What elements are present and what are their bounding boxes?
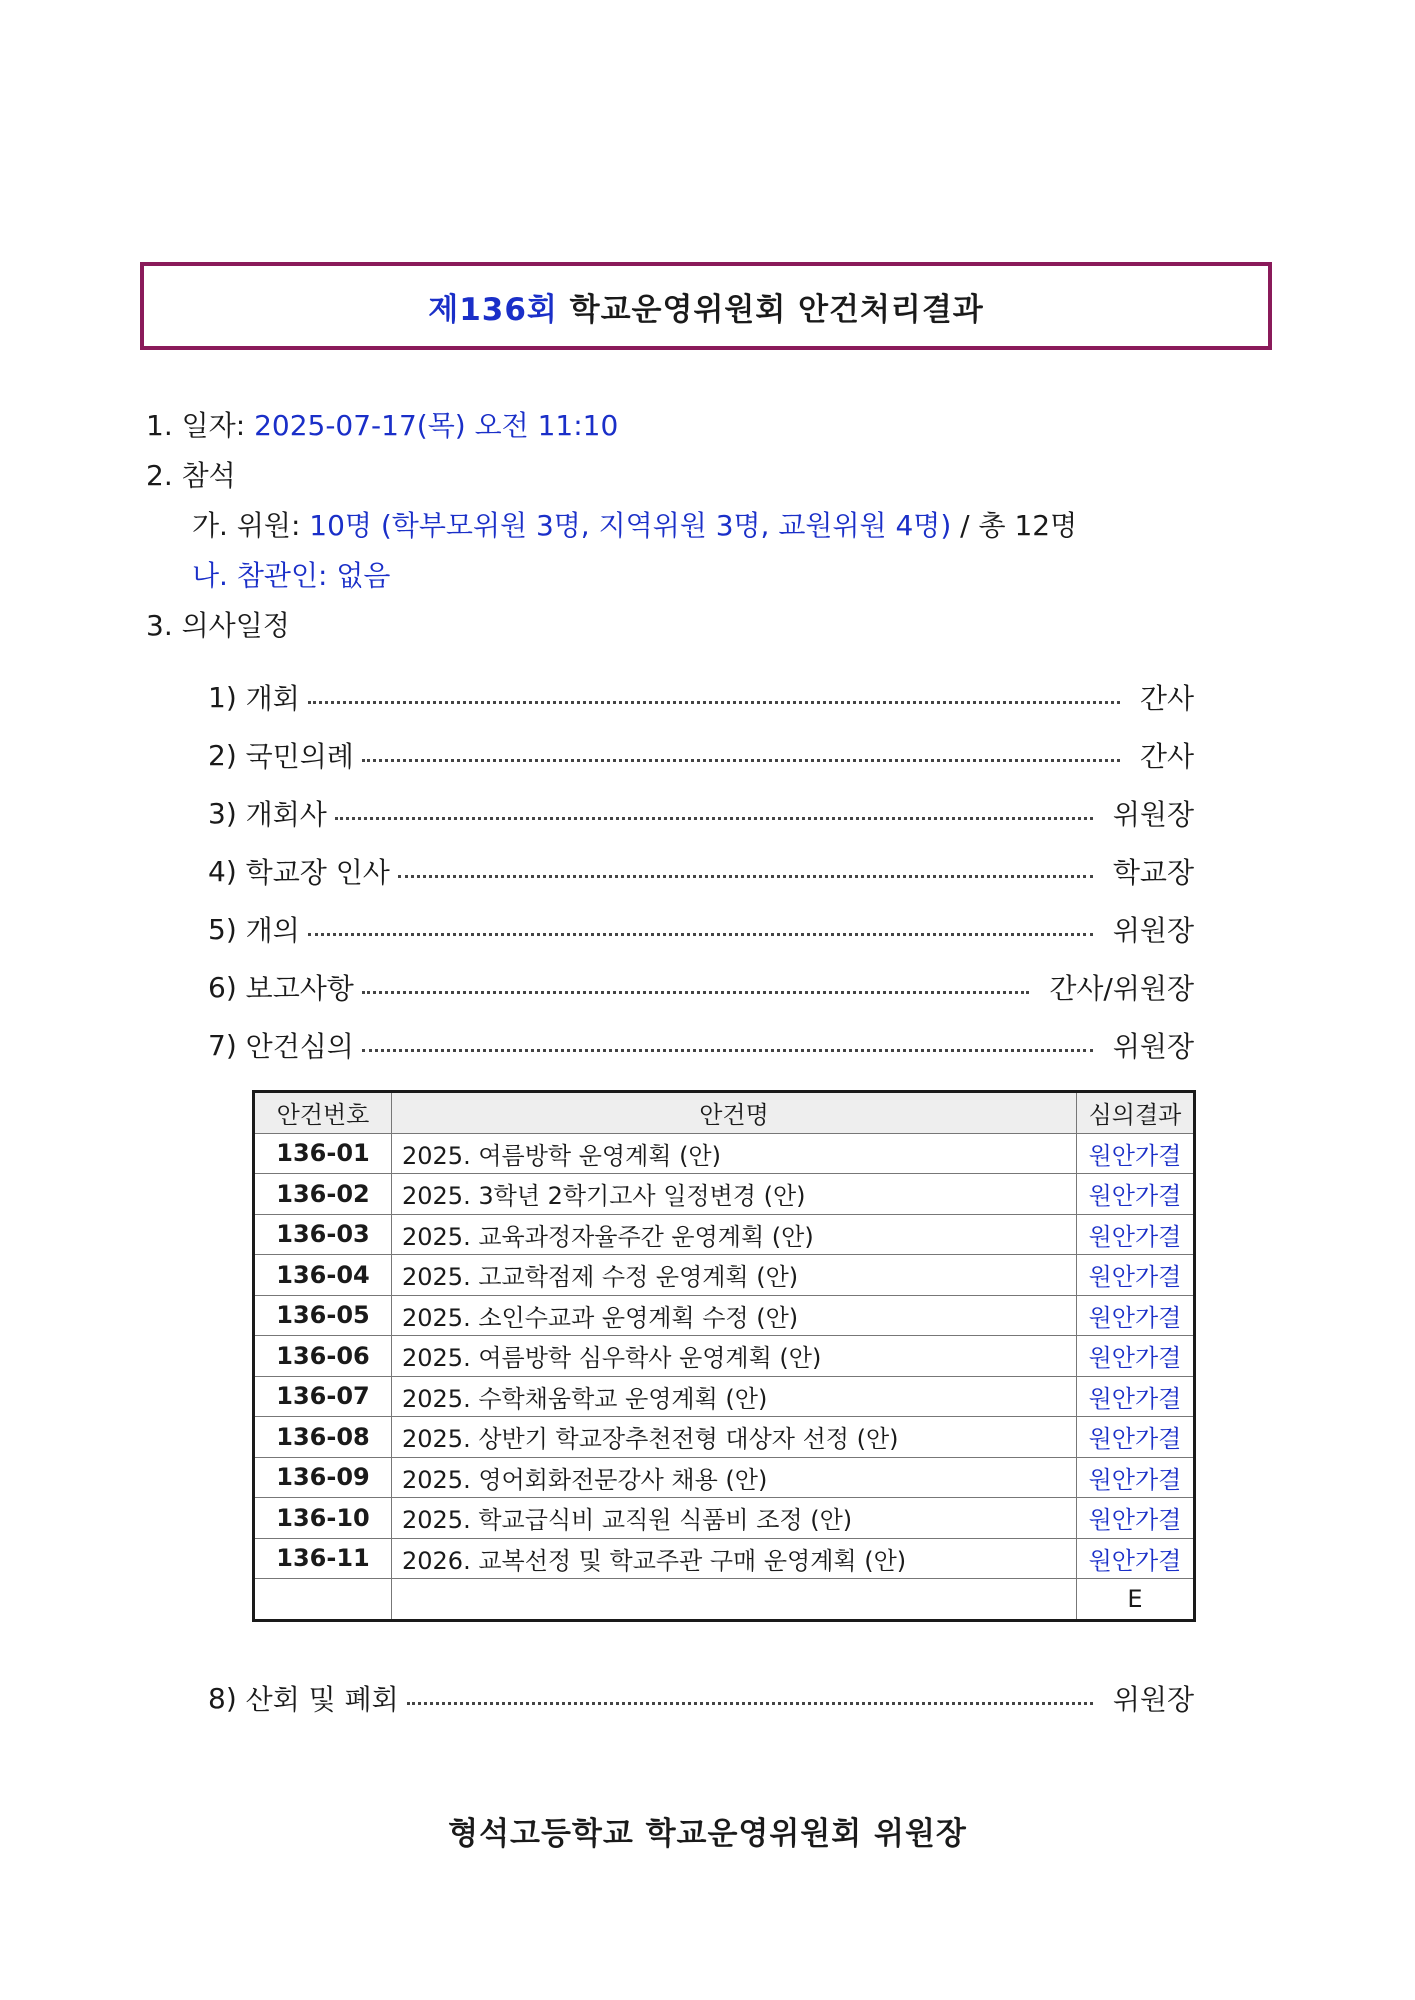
agenda-item — [208, 851, 1194, 891]
agenda-item — [208, 735, 1194, 775]
agenda-name: 2025. 여름방학 운영계획 (안) — [392, 1133, 1077, 1174]
agenda-item-label: 개회사 — [245, 798, 327, 831]
agenda-results-table — [252, 1090, 1196, 1622]
agenda-item — [208, 909, 1194, 949]
agenda-name: 2025. 여름방학 심우학사 운영계획 (안) — [392, 1336, 1077, 1377]
agenda-item — [208, 967, 1194, 1007]
agenda-result: 원안가결 — [1077, 1295, 1195, 1336]
agenda-item-owner: 간사 — [1139, 740, 1194, 773]
agenda-item — [208, 1025, 1194, 1065]
dot-leader — [308, 933, 1093, 936]
agenda-item-number: 4) — [208, 854, 237, 888]
agenda-item — [208, 793, 1194, 833]
agenda-result: 원안가결 — [1077, 1498, 1195, 1539]
dot-leader — [398, 875, 1093, 878]
agenda-name: 2025. 상반기 학교장추천전형 대상자 선정 (안) — [392, 1417, 1077, 1458]
agenda-result: 원안가결 — [1077, 1255, 1195, 1296]
agenda-item-label: 개회 — [245, 682, 300, 715]
agenda-item-number: 7) — [208, 1028, 237, 1062]
agenda-result: 원안가결 — [1077, 1336, 1195, 1377]
agenda-item-owner: 간사/위원장 — [1049, 972, 1194, 1005]
table-row — [254, 1498, 1195, 1539]
document-title — [140, 262, 1272, 350]
table-row — [254, 1133, 1195, 1174]
agenda-item-label: 국민의례 — [245, 740, 354, 773]
agenda-item-owner: 위원장 — [1112, 1030, 1194, 1063]
agenda-name: 2025. 고교학점제 수정 운영계획 (안) — [392, 1255, 1077, 1296]
agenda-item — [208, 677, 1194, 717]
agenda-item-label: 보고사항 — [245, 972, 354, 1005]
empty-cell — [392, 1579, 1077, 1621]
dot-leader — [335, 817, 1093, 820]
table-row — [254, 1214, 1195, 1255]
dot-leader — [308, 701, 1120, 704]
dot-leader — [362, 991, 1029, 994]
table-row — [254, 1417, 1195, 1458]
agenda-name: 2025. 영어회화전문강사 채용 (안) — [392, 1457, 1077, 1498]
members-total: / 총 12명 — [960, 509, 1078, 542]
members-detail: 10명 (학부모위원 3명, 지역위원 3명, 교원위원 4명) — [309, 509, 952, 542]
agenda-id: 136-08 — [254, 1417, 392, 1458]
dot-leader — [407, 1702, 1093, 1705]
observers-line — [192, 554, 390, 594]
agenda-item-number: 5) — [208, 912, 237, 946]
table-header-row — [254, 1092, 1195, 1134]
agenda-id: 136-06 — [254, 1336, 392, 1377]
signature-line: 형석고등학교 학교운영위원회 위원장 — [448, 1816, 967, 1852]
members-line — [192, 504, 1077, 544]
agenda-id: 136-03 — [254, 1214, 392, 1255]
agenda-id: 136-05 — [254, 1295, 392, 1336]
agenda-item-label: 학교장 인사 — [245, 856, 390, 889]
agenda-id: 136-02 — [254, 1174, 392, 1215]
agenda-name: 2025. 소인수교과 운영계획 수정 (안) — [392, 1295, 1077, 1336]
agenda-result: 원안가결 — [1077, 1133, 1195, 1174]
agenda-result: 원안가결 — [1077, 1376, 1195, 1417]
table-row — [254, 1336, 1195, 1377]
agenda-name: 2025. 수학채움학교 운영계획 (안) — [392, 1376, 1077, 1417]
table-row — [254, 1376, 1195, 1417]
title-session: 제136회 — [428, 291, 558, 328]
agenda-id: 136-09 — [254, 1457, 392, 1498]
agenda-item-owner: 위원장 — [1112, 798, 1194, 831]
agenda-item-number: 3) — [208, 796, 237, 830]
agenda-result: 원안가결 — [1077, 1174, 1195, 1215]
header-agenda-number: 안건번호 — [254, 1092, 392, 1134]
agenda-heading: 3. 의사일정 — [146, 609, 290, 642]
agenda-item-owner: 위원장 — [1112, 914, 1194, 947]
agenda-item-label: 산회 및 폐회 — [245, 1683, 399, 1716]
agenda-item-label: 안건심의 — [245, 1030, 354, 1063]
agenda-id: 136-01 — [254, 1133, 392, 1174]
agenda-result: 원안가결 — [1077, 1538, 1195, 1579]
agenda-result: 원안가결 — [1077, 1457, 1195, 1498]
date-line — [146, 404, 618, 444]
agenda-id: 136-10 — [254, 1498, 392, 1539]
agenda-name: 2025. 교육과정자율주간 운영계획 (안) — [392, 1214, 1077, 1255]
date-label: 1. 일자: — [146, 409, 246, 442]
agenda-result: 원안가결 — [1077, 1214, 1195, 1255]
agenda-item — [208, 1678, 1194, 1718]
date-value: 2025-07-17(목) 오전 11:10 — [254, 409, 619, 442]
agenda-id: 136-11 — [254, 1538, 392, 1579]
observers-value: 없음 — [336, 559, 391, 592]
table-row — [254, 1255, 1195, 1296]
members-label: 가. 위원: — [192, 509, 301, 542]
observers-label: 나. 참관인: — [192, 559, 328, 592]
agenda-item-owner: 학교장 — [1112, 856, 1194, 889]
table-row — [254, 1295, 1195, 1336]
agenda-result: 원안가결 — [1077, 1417, 1195, 1458]
table-row — [254, 1174, 1195, 1215]
table-row — [254, 1538, 1195, 1579]
agenda-id: 136-07 — [254, 1376, 392, 1417]
header-agenda-name: 안건명 — [392, 1092, 1077, 1134]
agenda-item-number: 2) — [208, 738, 237, 772]
header-result: 심의결과 — [1077, 1092, 1195, 1134]
agenda-id: 136-04 — [254, 1255, 392, 1296]
table-row — [254, 1457, 1195, 1498]
dot-leader — [362, 759, 1120, 762]
table-end-row — [254, 1579, 1195, 1621]
agenda-name: 2025. 3학년 2학기고사 일정변경 (안) — [392, 1174, 1077, 1215]
empty-cell — [254, 1579, 392, 1621]
agenda-item-number: 6) — [208, 970, 237, 1004]
attendance-heading: 2. 참석 — [146, 459, 236, 492]
agenda-item-number: 8) — [208, 1681, 237, 1715]
agenda-name: 2026. 교복선정 및 학교주관 구매 운영계획 (안) — [392, 1538, 1077, 1579]
agenda-item-number: 1) — [208, 680, 237, 714]
agenda-item-owner: 간사 — [1139, 682, 1194, 715]
agenda-name: 2025. 학교급식비 교직원 식품비 조정 (안) — [392, 1498, 1077, 1539]
title-text: 학교운영위원회 안건처리결과 — [569, 291, 984, 328]
agenda-item-owner: 위원장 — [1112, 1683, 1194, 1716]
end-mark: E — [1077, 1579, 1195, 1621]
dot-leader — [362, 1049, 1093, 1052]
agenda-item-label: 개의 — [245, 914, 300, 947]
